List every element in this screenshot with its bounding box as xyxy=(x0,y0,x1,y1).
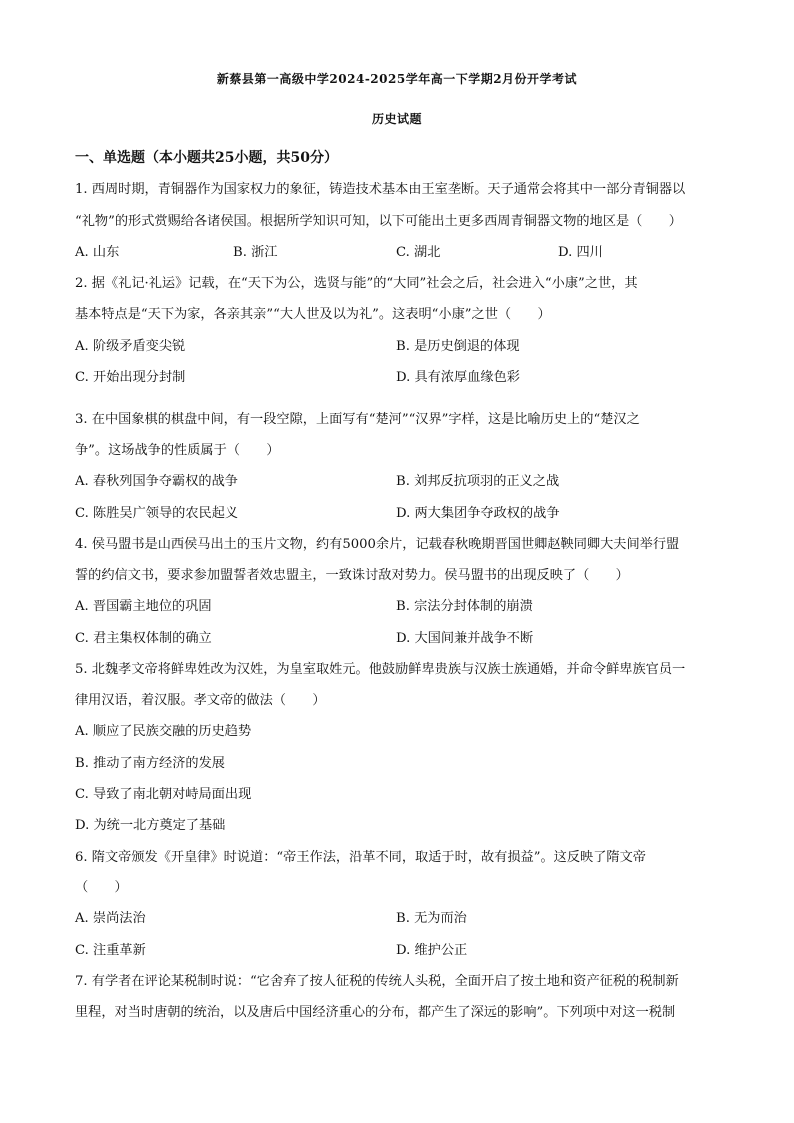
question-2-line-2: 基本特点是“天下为家，各亲其亲”“大人世及以为礼”。这表明“小康”之世（ ） xyxy=(75,307,551,322)
question-5-line-2: 律用汉语，着汉服。孝文帝的做法（ ） xyxy=(75,693,326,708)
question-1-option-d: D. 四川 xyxy=(558,245,603,260)
question-6-line-1: 6. 隋文帝颁发《开皇律》时说道：“帝王作法，沿革不同，取适于时，故有损益”。这反映了隋文帝 xyxy=(75,850,646,865)
question-5-option-b: B. 推动了南方经济的发展 xyxy=(75,756,225,771)
question-1-line-1: 1. 西周时期，青铜器作为国家权力的象征，铸造技术基本由王室垄断。天子通常会将其中一部分青铜器以 xyxy=(75,182,686,197)
question-2-option-a: A. 阶级矛盾变尖锐 xyxy=(75,339,186,354)
question-3-option-d: D. 两大集团争夺政权的战争 xyxy=(396,506,560,521)
question-3-option-a: A. 春秋列国争夺霸权的战争 xyxy=(75,474,238,489)
question-7-line-1: 7. 有学者在评论某税制时说：“它舍弃了按人征税的传统人头税，全面开启了按土地和资产征税的税制新 xyxy=(75,974,679,989)
question-4-option-c: C. 君主集权体制的确立 xyxy=(75,631,212,646)
question-6-option-c: C. 注重革新 xyxy=(75,943,146,958)
question-3-line-2: 争”。这场战争的性质属于（ ） xyxy=(75,443,280,458)
question-3-option-b: B. 刘邦反抗项羽的正义之战 xyxy=(396,474,560,489)
question-1-option-c: C. 湖北 xyxy=(396,245,441,260)
question-1-option-a: A. 山东 xyxy=(75,245,120,260)
question-2-line-1: 2. 据《礼记·礼运》记载，在“天下为公，选贤与能”的“大同”社会之后，社会进入“小康”之世，其 xyxy=(75,276,638,291)
question-5-option-d: D. 为统一北方奠定了基础 xyxy=(75,818,226,833)
question-4-line-2: 誓的约信文书，要求参加盟誓者效忠盟主，一致诛讨敌对势力。侯马盟书的出现反映了（ ） xyxy=(75,568,629,583)
question-5-option-a: A. 顺应了民族交融的历史趋势 xyxy=(75,724,252,739)
question-3-line-1: 3. 在中国象棋的棋盘中间，有一段空隙，上面写有“楚河”“汉界”字样，这是比喻历史上的“楚汉之 xyxy=(75,412,640,427)
question-4-option-b: B. 宗法分封体制的崩溃 xyxy=(396,599,533,614)
question-1-line-2: “礼物”的形式赏赐给各诸侯国。根据所学知识可知，以下可能出土更多西周青铜器文物的地区是（ ） xyxy=(75,214,682,229)
question-3-option-c: C. 陈胜吴广领导的农民起义 xyxy=(75,506,239,521)
question-6-option-b: B. 无为而治 xyxy=(396,911,467,926)
exam-subtitle: 历史试题 xyxy=(371,112,422,126)
question-2-option-b: B. 是历史倒退的体现 xyxy=(396,339,520,354)
question-5-option-c: C. 导致了南北朝对峙局面出现 xyxy=(75,787,252,802)
question-6-line-2: （ ） xyxy=(75,880,128,895)
question-2-option-d: D. 具有浓厚血缘色彩 xyxy=(396,370,520,385)
question-6-option-d: D. 维护公正 xyxy=(396,943,468,958)
question-7-line-2: 里程，对当时唐朝的统治，以及唐后中国经济重心的分布，都产生了深远的影响”。下列项中对这一税制 xyxy=(75,1005,676,1020)
question-4-option-d: D. 大国间兼并战争不断 xyxy=(396,631,534,646)
question-4-option-a: A. 晋国霸主地位的巩固 xyxy=(75,599,212,614)
section-heading: 一、单选题（本小题共25小题，共50分） xyxy=(75,150,338,166)
question-4-line-1: 4. 侯马盟书是山西侯马出土的玉片文物，约有5000余片，记载春秋晚期晋国世卿赵鞅同卿大夫间举行盟 xyxy=(75,537,680,552)
question-6-option-a: A. 崇尚法治 xyxy=(75,911,146,926)
exam-title: 新蔡县第一高级中学2024-2025学年高一下学期2月份开学考试 xyxy=(216,72,578,86)
question-5-line-1: 5. 北魏孝文帝将鲜卑姓改为汉姓，为皇室取姓元。他鼓励鲜卑贵族与汉族士族通婚，并命令鲜卑族官员一 xyxy=(75,662,686,677)
question-2-option-c: C. 开始出现分封制 xyxy=(75,370,186,385)
question-1-option-b: B. 浙江 xyxy=(233,245,278,260)
